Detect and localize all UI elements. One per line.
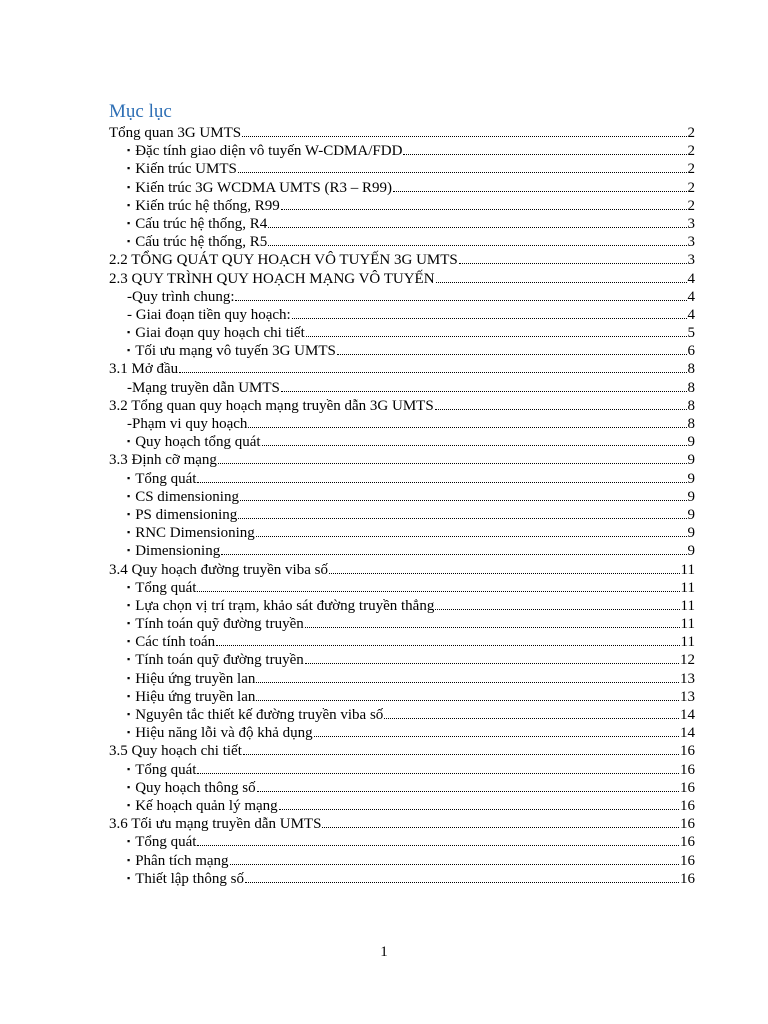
- toc-entry[interactable]: [109, 470, 695, 488]
- toc-entry[interactable]: [109, 615, 695, 633]
- dot-leader: [262, 445, 687, 446]
- toc-entry-label: Hiệu ứng truyền lan: [135, 670, 256, 687]
- toc-entry-page: 11: [680, 597, 695, 614]
- toc-entry[interactable]: [109, 433, 695, 451]
- dot-leader: [256, 700, 679, 701]
- toc-entry[interactable]: [109, 251, 695, 269]
- dot-leader: [436, 282, 687, 283]
- toc-entry-label: Tổng quát: [135, 579, 197, 596]
- toc-entry-label: -Mạng truyền dẫn UMTS: [127, 379, 280, 396]
- toc-entry-label: CS dimensioning: [135, 488, 239, 505]
- dot-leader: [314, 736, 679, 737]
- toc-entry-page: 11: [680, 561, 695, 578]
- dot-leader: [179, 372, 686, 373]
- dot-leader: [197, 482, 686, 483]
- bullet-icon: ▪: [127, 709, 131, 719]
- toc-entry-page: 9: [687, 434, 695, 451]
- toc-entry-label: Kiến trúc 3G WCDMA UMTS (R3 – R99): [135, 179, 393, 196]
- toc-entry-label: Giai đoạn quy hoạch chi tiết: [135, 325, 305, 342]
- toc-entry[interactable]: [109, 142, 695, 160]
- dot-leader: [268, 227, 686, 228]
- toc-entry-label: 3.1 Mở đầu: [109, 361, 179, 378]
- toc-entry[interactable]: [109, 342, 695, 360]
- bullet-icon: ▪: [127, 581, 131, 592]
- toc-entry-label: Cấu trúc hệ thống, R5: [135, 234, 268, 251]
- toc-entry-page: 16: [680, 743, 695, 760]
- dot-leader: [221, 554, 686, 555]
- toc-entry-page: 8: [687, 379, 695, 396]
- toc-entry-label: 2.3 QUY TRÌNH QUY HOẠCH MẠNG VÔ TUYẾN: [109, 270, 435, 287]
- dot-leader: [292, 318, 687, 319]
- toc-entry[interactable]: [109, 270, 695, 288]
- toc-entry-page: 2: [687, 179, 695, 196]
- dot-leader: [435, 609, 679, 610]
- bullet-icon: ▪: [127, 345, 131, 356]
- dot-leader: [305, 627, 680, 628]
- toc-entry-label: Tổng quát: [135, 834, 197, 851]
- toc-entry[interactable]: [109, 397, 695, 415]
- toc-entry[interactable]: [109, 651, 695, 669]
- toc-entry-label: Quy hoạch tổng quát: [135, 434, 261, 451]
- bullet-icon: ▪: [127, 436, 131, 447]
- bullet-icon: ▪: [127, 690, 131, 701]
- toc-entry-label: RNC Dimensioning: [135, 525, 255, 542]
- dot-leader: [281, 209, 687, 210]
- toc-entry[interactable]: [109, 833, 695, 851]
- dot-leader: [403, 154, 686, 155]
- toc-entry-page: 11: [680, 616, 695, 633]
- toc-entry[interactable]: [109, 597, 695, 615]
- toc-entry-label: 3.5 Quy hoạch chi tiết: [109, 743, 242, 760]
- bullet-icon: ▪: [127, 654, 131, 665]
- toc-entry-page: 13: [680, 688, 695, 705]
- bullet-icon: ▪: [127, 508, 131, 519]
- toc-entry-label: 3.2 Tổng quan quy hoạch mạng truyền dẫn 3G UMTS: [109, 397, 434, 414]
- toc-entry[interactable]: [109, 561, 695, 579]
- dot-leader: [256, 682, 679, 683]
- toc-entry-label: Tổng quát: [135, 761, 197, 778]
- toc-entry-label: 2.2 TỔNG QUÁT QUY HOẠCH VÔ TUYẾN 3G UMTS: [109, 252, 458, 269]
- toc-entry-page: 4: [687, 270, 695, 287]
- bullet-icon: ▪: [127, 599, 131, 610]
- toc-entry-page: 5: [687, 325, 695, 342]
- toc-entry-page: 2: [687, 125, 695, 141]
- bullet-icon: ▪: [127, 490, 131, 501]
- dot-leader: [197, 773, 679, 774]
- toc-entry[interactable]: [109, 761, 695, 779]
- toc-entry-page: 2: [687, 143, 695, 160]
- dot-leader: [248, 427, 686, 428]
- toc-entry-page: 16: [680, 852, 695, 869]
- toc-entry[interactable]: [109, 579, 695, 597]
- toc-entry-label: Cấu trúc hệ thống, R4: [135, 215, 268, 232]
- dot-leader: [257, 791, 679, 792]
- toc-title: Mục lục: [109, 101, 172, 122]
- dot-leader: [256, 536, 687, 537]
- toc-entry[interactable]: [109, 633, 695, 651]
- toc-entry-label: PS dimensioning: [135, 506, 238, 523]
- toc-entry-page: 16: [680, 779, 695, 796]
- bullet-icon: ▪: [127, 163, 131, 174]
- dot-leader: [393, 191, 686, 192]
- toc-entry[interactable]: [109, 124, 695, 142]
- toc-entry-label: Tối ưu mạng vô tuyến 3G UMTS: [135, 343, 336, 360]
- bullet-icon: ▪: [127, 763, 131, 774]
- toc-entry-page: 9: [687, 506, 695, 523]
- dot-leader: [384, 718, 679, 719]
- table-of-contents: [109, 124, 695, 888]
- toc-entry[interactable]: [109, 415, 695, 433]
- toc-entry-page: 9: [687, 543, 695, 560]
- dot-leader: [281, 391, 687, 392]
- toc-entry[interactable]: [109, 324, 695, 342]
- dot-leader: [230, 864, 679, 865]
- toc-entry-label: -Phạm vi quy hoạch: [127, 416, 248, 432]
- toc-entry[interactable]: [109, 233, 695, 251]
- page-number: 1: [380, 944, 388, 960]
- toc-entry-page: 11: [680, 634, 695, 651]
- toc-entry-page: 9: [687, 452, 695, 469]
- dot-leader: [322, 827, 679, 828]
- toc-entry-page: 3: [687, 215, 695, 232]
- toc-entry[interactable]: [109, 779, 695, 797]
- toc-entry-page: 3: [687, 252, 695, 269]
- toc-entry[interactable]: [109, 852, 695, 870]
- toc-entry-page: 4: [687, 306, 695, 323]
- toc-entry-page: 8: [687, 397, 695, 414]
- toc-entry-label: Dimensioning: [135, 543, 221, 560]
- toc-entry[interactable]: [109, 742, 695, 760]
- toc-entry[interactable]: [109, 179, 695, 197]
- toc-entry[interactable]: [109, 542, 695, 560]
- toc-entry-page: 16: [680, 761, 695, 778]
- toc-entry-label: Nguyên tắc thiết kế đường truyền viba số: [135, 707, 384, 723]
- toc-entry-page: 16: [680, 797, 695, 814]
- toc-entry-label: Phân tích mạng: [135, 852, 229, 869]
- toc-entry[interactable]: [109, 870, 695, 888]
- toc-entry-page: 9: [687, 488, 695, 505]
- toc-entry-page: 13: [680, 670, 695, 687]
- toc-entry-label: Kế hoạch quản lý mạng: [135, 797, 278, 814]
- toc-entry[interactable]: [109, 524, 695, 542]
- dot-leader: [242, 136, 686, 137]
- bullet-icon: ▪: [127, 472, 131, 483]
- toc-entry[interactable]: [109, 724, 695, 742]
- bullet-icon: ▪: [127, 236, 131, 247]
- toc-entry-page: 16: [680, 870, 695, 887]
- toc-entry-label: Đặc tính giao diện vô tuyến W-CDMA/FDD: [135, 143, 403, 160]
- bullet-icon: ▪: [127, 854, 131, 865]
- bullet-icon: ▪: [127, 836, 131, 847]
- bullet-icon: ▪: [127, 727, 131, 738]
- toc-entry[interactable]: [109, 160, 695, 178]
- dot-leader: [329, 573, 680, 574]
- toc-entry-label: Tổng quan 3G UMTS: [109, 125, 242, 141]
- toc-entry-label: -Quy trình chung:: [127, 288, 235, 305]
- bullet-icon: ▪: [127, 181, 131, 192]
- toc-entry[interactable]: [109, 688, 695, 706]
- toc-entry[interactable]: [109, 215, 695, 233]
- toc-entry-page: 16: [680, 834, 695, 851]
- toc-entry-label: - Giai đoạn tiền quy hoạch:: [127, 306, 291, 323]
- dot-leader: [238, 172, 687, 173]
- toc-entry-page: 4: [687, 288, 695, 305]
- dot-leader: [197, 845, 679, 846]
- toc-entry-label: Hiệu ứng truyền lan: [135, 688, 256, 705]
- toc-entry-page: 8: [687, 416, 695, 432]
- toc-entry-page: 2: [687, 161, 695, 178]
- toc-entry-page: 16: [680, 816, 695, 833]
- dot-leader: [235, 300, 686, 301]
- toc-entry-page: 8: [687, 361, 695, 378]
- toc-entry-page: 9: [687, 525, 695, 542]
- toc-entry-page: 3: [687, 234, 695, 251]
- bullet-icon: ▪: [127, 781, 131, 792]
- toc-entry-label: 3.6 Tối ưu mạng truyền dẫn UMTS: [109, 816, 322, 833]
- bullet-icon: ▪: [127, 618, 131, 629]
- toc-entry-page: 6: [687, 343, 695, 360]
- dot-leader: [268, 245, 686, 246]
- bullet-icon: ▪: [127, 199, 131, 210]
- toc-entry-label: Tính toán quỹ đường truyền: [135, 616, 304, 633]
- toc-entry[interactable]: [109, 379, 695, 397]
- toc-entry-page: 12: [680, 652, 695, 669]
- toc-entry-label: Quy hoạch thông số: [135, 779, 256, 796]
- dot-leader: [218, 463, 687, 464]
- dot-leader: [279, 809, 679, 810]
- toc-entry[interactable]: [109, 451, 695, 469]
- toc-entry[interactable]: [109, 797, 695, 815]
- toc-entry-label: Các tính toán: [135, 634, 216, 651]
- toc-entry-label: Hiệu năng lỗi và độ khả dụng: [135, 725, 313, 742]
- dot-leader: [240, 500, 687, 501]
- dot-leader: [216, 645, 679, 646]
- dot-leader: [305, 663, 679, 664]
- toc-entry-page: 11: [680, 579, 695, 596]
- toc-entry-page: 2: [687, 197, 695, 214]
- toc-entry[interactable]: [109, 506, 695, 524]
- dot-leader: [245, 882, 679, 883]
- dot-leader: [197, 591, 679, 592]
- dot-leader: [238, 518, 686, 519]
- toc-entry-label: 3.3 Định cỡ mạng: [109, 452, 217, 469]
- toc-entry-label: Kiến trúc UMTS: [135, 161, 237, 178]
- bullet-icon: ▪: [127, 672, 131, 683]
- toc-entry-page: 14: [680, 707, 695, 723]
- dot-leader: [337, 354, 687, 355]
- toc-entry-label: Kiến trúc hệ thống, R99: [135, 197, 280, 214]
- toc-entry[interactable]: [109, 670, 695, 688]
- toc-entry[interactable]: [109, 197, 695, 215]
- bullet-icon: ▪: [127, 545, 131, 556]
- bullet-icon: ▪: [127, 636, 131, 647]
- toc-entry[interactable]: [109, 288, 695, 306]
- dot-leader: [459, 263, 687, 264]
- toc-entry-label: Lựa chọn vị trí trạm, khảo sát đường truyền thẳng: [135, 597, 435, 614]
- toc-entry[interactable]: [109, 360, 695, 378]
- bullet-icon: ▪: [127, 145, 131, 156]
- toc-entry-label: Tính toán quỹ đường truyền: [135, 652, 304, 669]
- toc-entry[interactable]: [109, 815, 695, 833]
- bullet-icon: ▪: [127, 217, 131, 228]
- bullet-icon: ▪: [127, 872, 131, 883]
- toc-entry-page: 9: [687, 470, 695, 487]
- bullet-icon: ▪: [127, 527, 131, 538]
- toc-entry[interactable]: [109, 488, 695, 506]
- bullet-icon: ▪: [127, 799, 131, 810]
- toc-entry[interactable]: [109, 706, 695, 724]
- toc-entry-label: Tổng quát: [135, 470, 197, 487]
- bullet-icon: ▪: [127, 327, 131, 338]
- toc-entry[interactable]: [109, 306, 695, 324]
- toc-entry-label: 3.4 Quy hoạch đường truyền viba số: [109, 561, 328, 578]
- toc-entry-label: Thiết lập thông số: [135, 870, 244, 887]
- toc-entry-page: 14: [680, 725, 695, 742]
- dot-leader: [435, 409, 687, 410]
- dot-leader: [243, 754, 679, 755]
- dot-leader: [306, 336, 687, 337]
